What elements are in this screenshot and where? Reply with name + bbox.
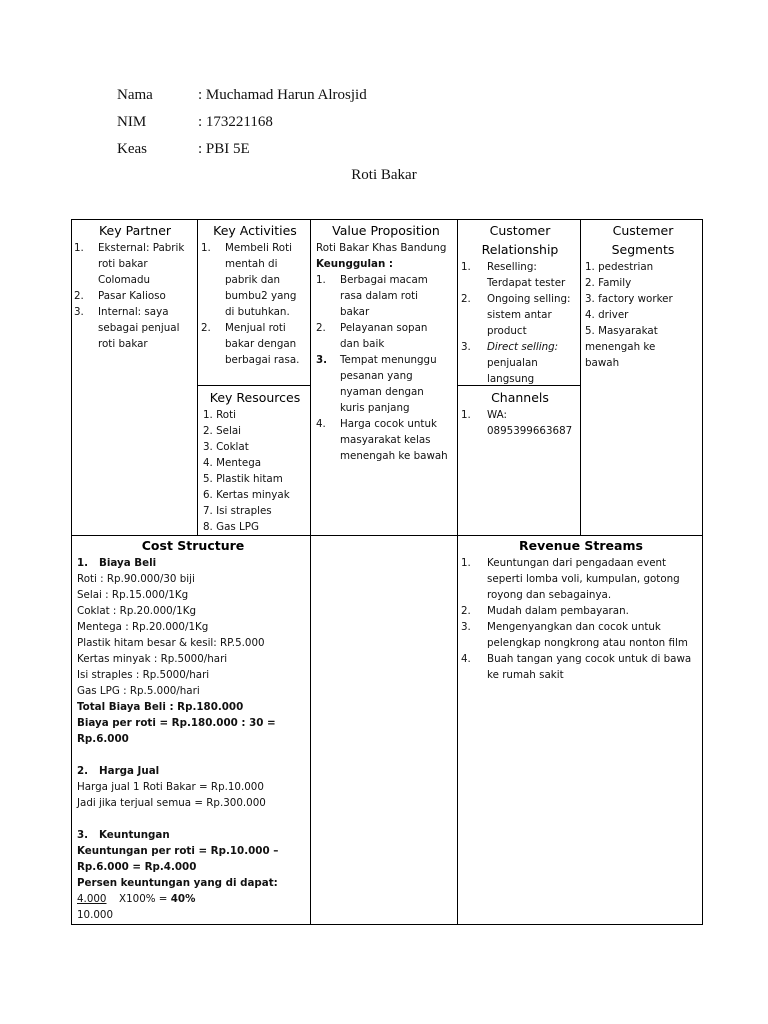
list-item-line: Terdapat tester bbox=[487, 277, 566, 289]
value-proposition-intro: Roti Bakar Khas Bandung bbox=[316, 242, 447, 254]
cost-total-line: Total Biaya Beli : Rp.180.000 bbox=[77, 701, 244, 713]
list-item-line: menengah ke bawah bbox=[340, 450, 448, 462]
profit-line: Rp.6.000 = Rp.4.000 bbox=[77, 861, 197, 873]
list-item-line: roti bakar bbox=[98, 258, 148, 270]
list-item-number: 3. bbox=[74, 306, 84, 318]
value-proposition-subheading: Keunggulan : bbox=[316, 258, 394, 270]
list-item bbox=[461, 291, 579, 339]
list-item-line: Mengenyangkan dan cocok untuk bbox=[487, 621, 661, 633]
cost-line: Gas LPG : Rp.5.000/hari bbox=[77, 685, 200, 697]
cost-section-3-number: 3. bbox=[77, 829, 89, 841]
cost-section-3-title bbox=[77, 827, 309, 843]
list-item-number: 2. bbox=[461, 293, 471, 305]
name-label: Nama bbox=[117, 87, 153, 103]
list-item-number: 1. bbox=[74, 242, 84, 254]
segment-item: 2. Family bbox=[585, 277, 632, 289]
fraction-result: 40% bbox=[170, 893, 196, 905]
list-item bbox=[316, 320, 456, 352]
list-item-line: Pasar Kalioso bbox=[98, 290, 166, 302]
cost-section-1-totals bbox=[77, 699, 309, 747]
nim-label: NIM bbox=[117, 114, 147, 130]
cost-section-3-lines bbox=[77, 843, 309, 891]
resource-item: 4. Mentega bbox=[203, 457, 262, 469]
name-value: : Muchamad Harun Alrosjid bbox=[198, 87, 367, 103]
list-item-line: sebagai penjual bbox=[98, 322, 180, 334]
col-divider-3 bbox=[457, 219, 458, 925]
list-item-line: bakar dengan bbox=[225, 338, 297, 350]
list-item-line: di butuhkan. bbox=[225, 306, 290, 318]
fraction-operator: X100% = bbox=[119, 893, 168, 905]
resource-item: 7. Isi straples bbox=[203, 505, 272, 517]
channels-cell bbox=[461, 388, 579, 439]
value-proposition-heading: Value Proposition bbox=[332, 223, 440, 238]
cost-structure-cell bbox=[77, 536, 309, 923]
list-item-line: Tempat menunggu bbox=[340, 354, 437, 366]
customer-relationship-heading-line2: Relationship bbox=[481, 242, 559, 257]
profit-line: Persen keuntungan yang di dapat: bbox=[77, 877, 278, 889]
list-item-line: pabrik dan bbox=[225, 274, 281, 286]
segment-item: 4. driver bbox=[585, 309, 629, 321]
list-item-number: 2. bbox=[461, 605, 471, 617]
col-divider-2 bbox=[310, 219, 311, 925]
col-divider-4 bbox=[580, 219, 581, 535]
list-item-line: Reselling: bbox=[487, 261, 537, 273]
list-item bbox=[74, 304, 196, 352]
list-item-number: 1. bbox=[461, 261, 471, 273]
list-item-line: mentah di bbox=[225, 258, 278, 270]
list-item-line: penjualan bbox=[487, 357, 538, 369]
resource-item: 1. Roti bbox=[203, 409, 236, 421]
list-item-line: WA: bbox=[487, 409, 507, 421]
list-item-line: Ongoing selling: bbox=[487, 293, 571, 305]
list-item bbox=[316, 272, 456, 320]
segment-item: bawah bbox=[585, 357, 620, 369]
list-item bbox=[461, 407, 579, 439]
channels-list bbox=[461, 407, 579, 439]
list-item-line: Internal: saya bbox=[98, 306, 169, 318]
customer-segments-cell bbox=[585, 221, 701, 371]
fraction-denominator: 10.000 bbox=[77, 909, 114, 921]
list-item bbox=[316, 352, 456, 416]
cost-section-3-title-text: Keuntungan bbox=[99, 829, 170, 841]
spacer bbox=[77, 747, 309, 763]
list-item bbox=[201, 240, 309, 320]
page-title: Roti Bakar bbox=[351, 167, 417, 183]
list-item bbox=[461, 339, 579, 387]
customer-relationship-list bbox=[461, 259, 579, 387]
col-divider-1 bbox=[197, 219, 198, 535]
class-label: Keas bbox=[117, 141, 147, 157]
cost-section-1-title bbox=[77, 555, 309, 571]
list-item-number: 3. bbox=[461, 621, 471, 633]
list-item-line: Keuntungan dari pengadaan event bbox=[487, 557, 667, 569]
list-item-line: Berbagai macam bbox=[340, 274, 428, 286]
key-activities-heading: Key Activities bbox=[213, 223, 297, 238]
resource-item: 8. Gas LPG bbox=[203, 521, 259, 533]
cost-line: Coklat : Rp.20.000/1Kg bbox=[77, 605, 196, 617]
list-item-line: bakar bbox=[340, 306, 370, 318]
key-activities-list bbox=[201, 240, 309, 368]
resource-item: 2. Selai bbox=[203, 425, 241, 437]
list-item-line: pesanan yang bbox=[340, 370, 413, 382]
list-item-line: dan baik bbox=[340, 338, 385, 350]
list-item-line: Membeli Roti bbox=[225, 242, 293, 254]
cost-section-1-title-text: Biaya Beli bbox=[99, 557, 157, 569]
channels-heading: Channels bbox=[491, 390, 549, 405]
cost-structure-heading: Cost Structure bbox=[141, 538, 245, 553]
segment-item: 1. pedestrian bbox=[585, 261, 654, 273]
list-item-line: nyaman dengan bbox=[340, 386, 424, 398]
list-item-line: rasa dalam roti bbox=[340, 290, 419, 302]
cost-section-2-title-text: Harga Jual bbox=[99, 765, 160, 777]
list-item-line: roti bakar bbox=[98, 338, 148, 350]
list-item-line: Eksternal: Pabrik bbox=[98, 242, 185, 254]
activities-resources-divider bbox=[197, 385, 310, 386]
key-resources-heading: Key Resources bbox=[209, 390, 301, 405]
customer-relationship-heading bbox=[461, 221, 579, 259]
list-item bbox=[461, 651, 701, 683]
list-item-number: 1. bbox=[461, 557, 471, 569]
list-item bbox=[461, 619, 701, 651]
revenue-streams-cell bbox=[461, 536, 701, 683]
list-item-number: 4. bbox=[461, 653, 471, 665]
list-item-line: kuris panjang bbox=[340, 402, 410, 414]
list-item bbox=[316, 416, 456, 464]
cost-section-1-lines bbox=[77, 571, 309, 699]
value-proposition-list bbox=[316, 272, 456, 464]
revenue-streams-heading: Revenue Streams bbox=[519, 538, 643, 553]
list-item-number: 2. bbox=[201, 322, 211, 334]
list-item-line: Mudah dalam pembayaran. bbox=[487, 605, 629, 617]
nim-value: : 173221168 bbox=[198, 114, 273, 130]
cost-line: Kertas minyak : Rp.5000/hari bbox=[77, 653, 228, 665]
cost-line: Isi straples : Rp.5000/hari bbox=[77, 669, 210, 681]
profit-fraction bbox=[77, 891, 309, 907]
list-item-line: bumbu2 yang bbox=[225, 290, 297, 302]
list-item-line: product bbox=[487, 325, 527, 337]
list-item-line: Buah tangan yang cocok untuk di bawa bbox=[487, 653, 692, 665]
list-item-line: ke rumah sakit bbox=[487, 669, 564, 681]
list-item-number: 3. bbox=[461, 341, 471, 353]
table-border-top bbox=[71, 219, 703, 220]
table-border-bottom bbox=[71, 924, 703, 925]
customer-segments-list bbox=[585, 259, 701, 371]
list-item-number: 2. bbox=[316, 322, 326, 334]
cost-line: Mentega : Rp.20.000/1Kg bbox=[77, 621, 209, 633]
list-item bbox=[461, 259, 579, 291]
list-item-number: 1. bbox=[461, 409, 471, 421]
resource-item: 3. Coklat bbox=[203, 441, 249, 453]
list-item-line: pelengkap nongkrong atau nonton film bbox=[487, 637, 688, 649]
table-border-left bbox=[71, 219, 72, 925]
price-line: Jadi jika terjual semua = Rp.300.000 bbox=[77, 797, 266, 809]
cost-section-2-number: 2. bbox=[77, 765, 89, 777]
list-item bbox=[201, 320, 309, 368]
list-item-line: sistem antar bbox=[487, 309, 552, 321]
list-item bbox=[74, 240, 196, 288]
price-line: Harga jual 1 Roti Bakar = Rp.10.000 bbox=[77, 781, 264, 793]
cost-line: Plastik hitam besar & kesil: RP.5.000 bbox=[77, 637, 265, 649]
key-partner-list bbox=[74, 240, 196, 352]
key-partner-cell bbox=[74, 221, 196, 352]
customer-relationship-cell bbox=[461, 221, 579, 387]
list-item bbox=[461, 555, 701, 603]
cost-section-2-title bbox=[77, 763, 309, 779]
list-item bbox=[74, 288, 196, 304]
list-item-line: Colomadu bbox=[98, 274, 151, 286]
list-item-line: Harga cocok untuk bbox=[340, 418, 437, 430]
customer-relationship-heading-line1: Customer bbox=[489, 223, 551, 238]
list-item-line: seperti lomba voli, kumpulan, gotong bbox=[487, 573, 680, 585]
list-item-line: Menjual roti bbox=[225, 322, 286, 334]
list-item-number: 4. bbox=[316, 418, 326, 430]
customer-segments-heading bbox=[585, 221, 701, 259]
key-resources-list bbox=[201, 407, 309, 535]
customer-segments-heading-line2: Segments bbox=[611, 242, 675, 257]
segment-item: 3. factory worker bbox=[585, 293, 673, 305]
profit-line: Keuntungan per roti = Rp.10.000 – bbox=[77, 845, 279, 857]
list-item-line: Direct selling: bbox=[487, 341, 559, 353]
list-item-line: 0895399663687 bbox=[487, 425, 573, 437]
list-item-line: royong dan sebagainya. bbox=[487, 589, 612, 601]
key-resources-cell bbox=[201, 388, 309, 535]
class-value: : PBI 5E bbox=[198, 141, 250, 157]
list-item-line: Pelayanan sopan bbox=[340, 322, 428, 334]
key-partner-heading: Key Partner bbox=[98, 223, 172, 238]
cost-section-1-number: 1. bbox=[77, 557, 89, 569]
fraction-numerator: 4.000 bbox=[77, 893, 107, 905]
list-item-line: langsung bbox=[487, 373, 535, 385]
list-item-number: 2. bbox=[74, 290, 84, 302]
segment-item: 5. Masyarakat bbox=[585, 325, 658, 337]
list-item bbox=[461, 603, 701, 619]
cost-section-2-lines bbox=[77, 779, 309, 811]
list-item-number: 3. bbox=[316, 354, 328, 366]
cost-line: Selai : Rp.15.000/1Kg bbox=[77, 589, 189, 601]
segment-item: menengah ke bbox=[585, 341, 656, 353]
resource-item: 6. Kertas minyak bbox=[203, 489, 290, 501]
list-item-line: masyarakat kelas bbox=[340, 434, 431, 446]
resource-item: 5. Plastik hitam bbox=[203, 473, 283, 485]
list-item-line: berbagai rasa. bbox=[225, 354, 300, 366]
customer-segments-heading-line1: Custemer bbox=[612, 223, 674, 238]
value-proposition-cell bbox=[316, 221, 456, 464]
list-item-number: 1. bbox=[316, 274, 326, 286]
table-border-right bbox=[702, 219, 703, 925]
cost-line: Roti : Rp.90.000/30 biji bbox=[77, 573, 195, 585]
list-item-number: 1. bbox=[201, 242, 211, 254]
cost-total-line: Biaya per roti = Rp.180.000 : 30 = bbox=[77, 717, 276, 729]
cost-total-line: Rp.6.000 bbox=[77, 733, 129, 745]
revenue-streams-list bbox=[461, 555, 701, 683]
spacer bbox=[77, 811, 309, 827]
key-activities-cell bbox=[201, 221, 309, 368]
